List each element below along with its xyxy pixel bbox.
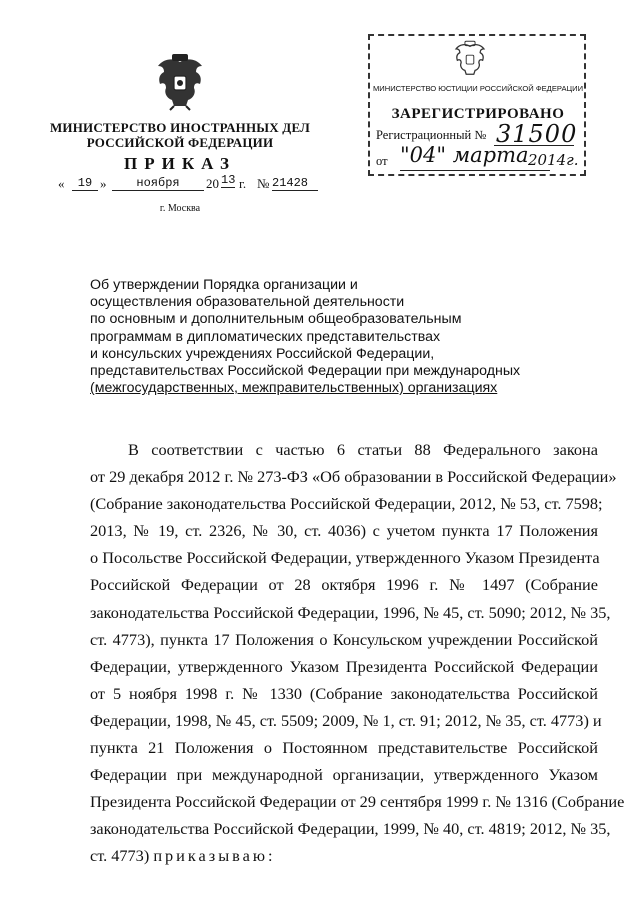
subject-line: и консульских учреждениях Российской Федерации, (90, 345, 435, 362)
order-number: 21428 (272, 176, 318, 191)
body-line: Федерации при международной организации, утвержденного Указом (90, 765, 598, 785)
order-subject (90, 277, 560, 397)
stamp-number: 31500 (496, 120, 578, 148)
year-prefix: 20 (206, 176, 219, 191)
body-line: пункта 21 Положения о Постоянном представительстве Российской (90, 738, 598, 758)
body-line: ст. 4773), пункта 17 Положения о Консульском учреждении Российской (90, 629, 598, 649)
stamp-year: 2014г. (528, 151, 579, 169)
subject-line: Об утверждении Порядка организации и (90, 277, 358, 293)
body-line: В соответствии с частью 6 статьи 88 Федерального закона (128, 440, 598, 459)
order-month: ноября (112, 176, 204, 191)
date-close-quote: » (100, 176, 107, 191)
body-line: 2013, № 19, ст. 2326, № 30, ст. 4036) с учетом пункта 17 Положения (90, 521, 598, 541)
order-directive-word: приказываю: (153, 846, 276, 866)
stamp-date-underline (400, 170, 550, 171)
body-final-prefix: ст. 4773) (90, 846, 150, 866)
body-line: (Собрание законодательства Российской Федерации, 2012, № 53, ст. 7598; (90, 494, 603, 514)
stamp-date: "04" марта (400, 143, 529, 167)
year-unit: г. (239, 176, 247, 191)
city: г. Москва (159, 203, 201, 214)
ministry-line-2: РОССИЙСКОЙ ФЕДЕРАЦИИ (86, 135, 274, 150)
number-sign: № (257, 176, 270, 191)
body-line: о Посольстве Российской Федерации, утвержденного Указом Президента (90, 548, 600, 568)
order-body (90, 436, 625, 870)
stamp-ministry: МИНИСТЕРСТВО ЮСТИЦИИ РОССИЙСКОЙ ФЕДЕРАЦИИ (372, 84, 584, 93)
ministry-name (40, 120, 320, 150)
coat-of-arms-icon (452, 40, 488, 78)
body-line: Федерации, утвержденного Указом Президента Российской Федерации (90, 656, 598, 676)
order-date-number-line (58, 173, 318, 194)
body-final-line (90, 842, 598, 869)
body-line: от 29 декабря 2012 г. № 273-ФЗ «Об образовании в Российской Федерации» (90, 467, 617, 487)
body-line: от 5 ноября 1998 г. № 1330 (Собрание законодательства Российской (90, 683, 598, 703)
stamp-date-label: от (376, 154, 388, 168)
body-line: Федерации, 1998, № 45, ст. 5509; 2009, № 1, ст. 91; 2012, № 35, ст. 4773) и (90, 710, 602, 730)
order-day: 19 (72, 176, 98, 191)
subject-line: представительствах Российской Федерации при международных (90, 363, 521, 380)
year-suffix: 13 (221, 173, 236, 187)
stamp-number-label: Регистрационный № (376, 128, 487, 142)
subject-line: осуществления образовательной деятельности (90, 294, 405, 311)
ministry-line-1: МИНИСТЕРСТВО ИНОСТРАННЫХ ДЕЛ (49, 120, 311, 135)
coat-of-arms-icon (152, 52, 208, 112)
body-line: законодательства Российской Федерации, 1999, № 40, ст. 4819; 2012, № 35, (90, 819, 611, 839)
body-line: законодательства Российской Федерации, 1996, № 45, ст. 5090; 2012, № 35, (90, 602, 611, 622)
subject-line: (межгосударственных, межправительственных) организациях (90, 380, 498, 397)
order-title: ПРИКАЗ (124, 154, 236, 173)
subject-line: по основным и дополнительным общеобразовательным (90, 311, 462, 328)
body-line: Президента Российской Федерации от 29 сентября 1999 г. № 1316 (Собрание (90, 792, 625, 812)
subject-line: программам в дипломатических представительствах (90, 328, 441, 345)
body-line: Российской Федерации от 28 октября 1996 г. № 1497 (Собрание (90, 575, 598, 595)
stamp-registered: ЗАРЕГИСТРИРОВАНО (391, 106, 565, 122)
date-open-quote: « (58, 176, 65, 191)
